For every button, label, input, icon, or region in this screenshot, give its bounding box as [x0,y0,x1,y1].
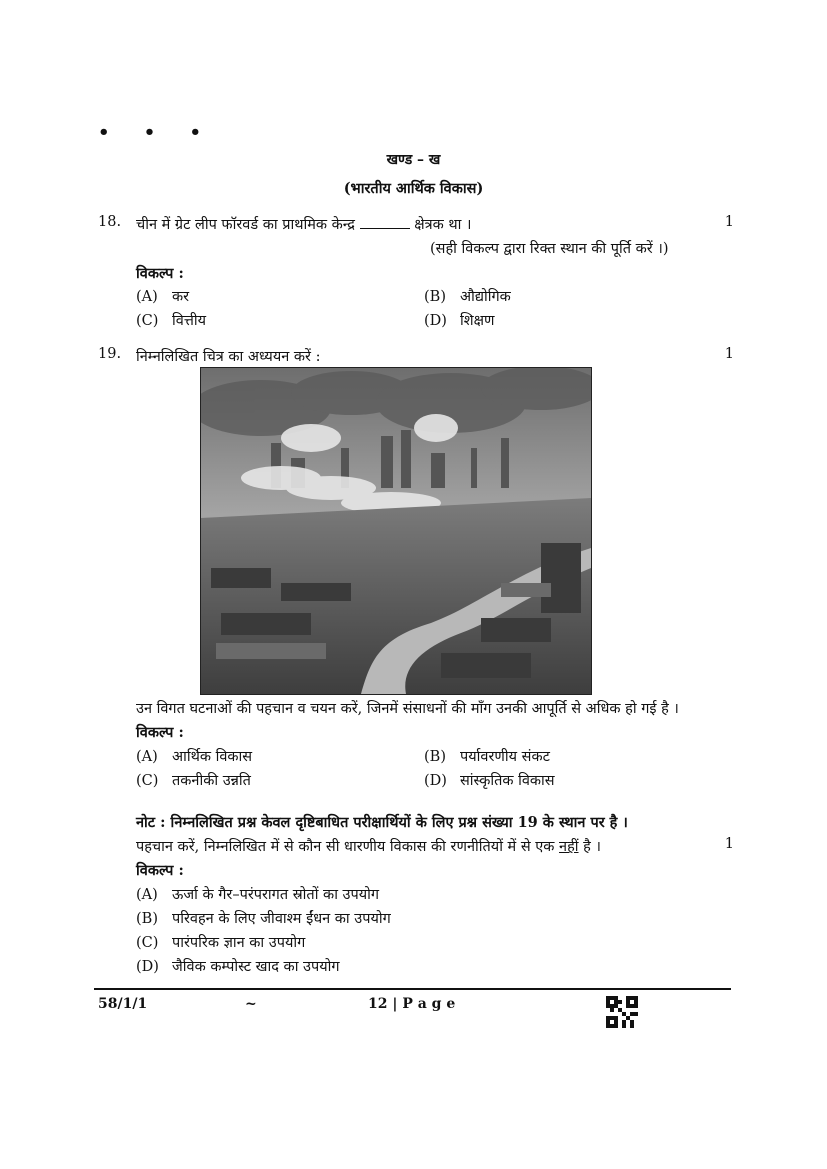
option-key: (A) [136,749,158,765]
option-text: वित्तीय [172,313,207,329]
option-key: (B) [136,911,158,927]
option-text: आर्थिक विकास [172,749,253,765]
q18-text-after: क्षेत्रक था । [414,217,472,233]
section-subtitle: (भारतीय आर्थिक विकास) [343,180,484,197]
note-title: नोट : निम्नलिखित प्रश्न केवल दृष्टिबाधित परीक्षार्थियों के लिए प्रश्न संख्या 19 के स्थान पर है । [136,814,628,831]
note-marks: 1 [724,836,734,852]
option-key: (A) [136,887,158,903]
option-key: (B) [424,749,446,765]
section-title: खण्ड – ख [386,152,441,168]
q18-options-label: विकल्प : [136,265,184,282]
option-text: तकनीकी उन्नति [172,773,251,789]
footer-rule [94,988,731,990]
q19-option-b [424,746,550,766]
note-option-a [136,884,379,904]
option-key: (D) [424,313,447,329]
footer-code: 58/1/1 [98,996,148,1012]
option-text: शिक्षण [460,313,495,329]
option-text: जैविक कम्पोस्ट खाद का उपयोग [172,959,340,975]
option-text: औद्योगिक [460,289,511,305]
option-key: (C) [136,313,159,329]
note-question [136,836,601,856]
note-text-before: पहचान करें, निम्नलिखित में से कौन सी धारणीय विकास की रणनीतियों में से एक [136,839,555,855]
option-text: सांस्कृतिक विकास [460,773,555,789]
q18-marks: 1 [724,214,734,230]
option-key: (C) [136,935,159,951]
note-option-d [136,956,340,976]
option-key: (C) [136,773,159,789]
option-key: (D) [136,959,159,975]
q19-question: उन विगत घटनाओं की पहचान व चयन करें, जिनमें संसाधनों की माँग उनकी आपूर्ति से अधिक हो गई है । [136,701,679,717]
q18-instruction: (सही विकल्प द्वारा रिक्त स्थान की पूर्ति करें ।) [430,241,669,257]
q18-number: 18. [98,214,122,230]
option-key: (B) [424,289,446,305]
qr-code-icon [606,996,638,1028]
q19-number: 19. [98,346,122,362]
q19-marks: 1 [724,346,734,362]
option-text: परिवहन के लिए जीवाश्म ईंधन का उपयोग [172,911,391,927]
note-options-label: विकल्प : [136,862,184,879]
q19-options-label: विकल्प : [136,724,184,741]
q18-option-a [136,286,189,306]
q18-option-d [424,310,495,330]
q18-blank [360,216,410,229]
note-option-c [136,932,305,952]
option-text: पर्यावरणीय संकट [460,749,550,765]
option-key: (A) [136,289,158,305]
q19-option-d [424,770,555,790]
header-dots: • • • [98,122,216,143]
option-key: (D) [424,773,447,789]
footer-page-number: 12 | P a g e [368,996,456,1012]
q18-option-b [424,286,511,306]
option-text: कर [172,289,190,305]
q19-option-c [136,770,251,790]
q18-text [136,214,471,234]
footer-tilde: ~ [245,996,257,1012]
option-text: पारंपरिक ज्ञान का उपयोग [172,935,306,951]
q19-option-a [136,746,252,766]
q18-text-before: चीन में ग्रेट लीप फॉरवर्ड का प्राथमिक केन्द्र [136,217,355,233]
note-text-after: है । [583,839,601,855]
option-text: ऊर्जा के गैर–परंपरागत स्रोतों का उपयोग [172,887,380,903]
note-text-underlined: नहीं [559,839,579,855]
q19-text: निम्नलिखित चित्र का अध्ययन करें : [136,349,321,365]
industrial-pollution-image [200,367,592,695]
q18-option-c [136,310,206,330]
note-option-b [136,908,391,928]
